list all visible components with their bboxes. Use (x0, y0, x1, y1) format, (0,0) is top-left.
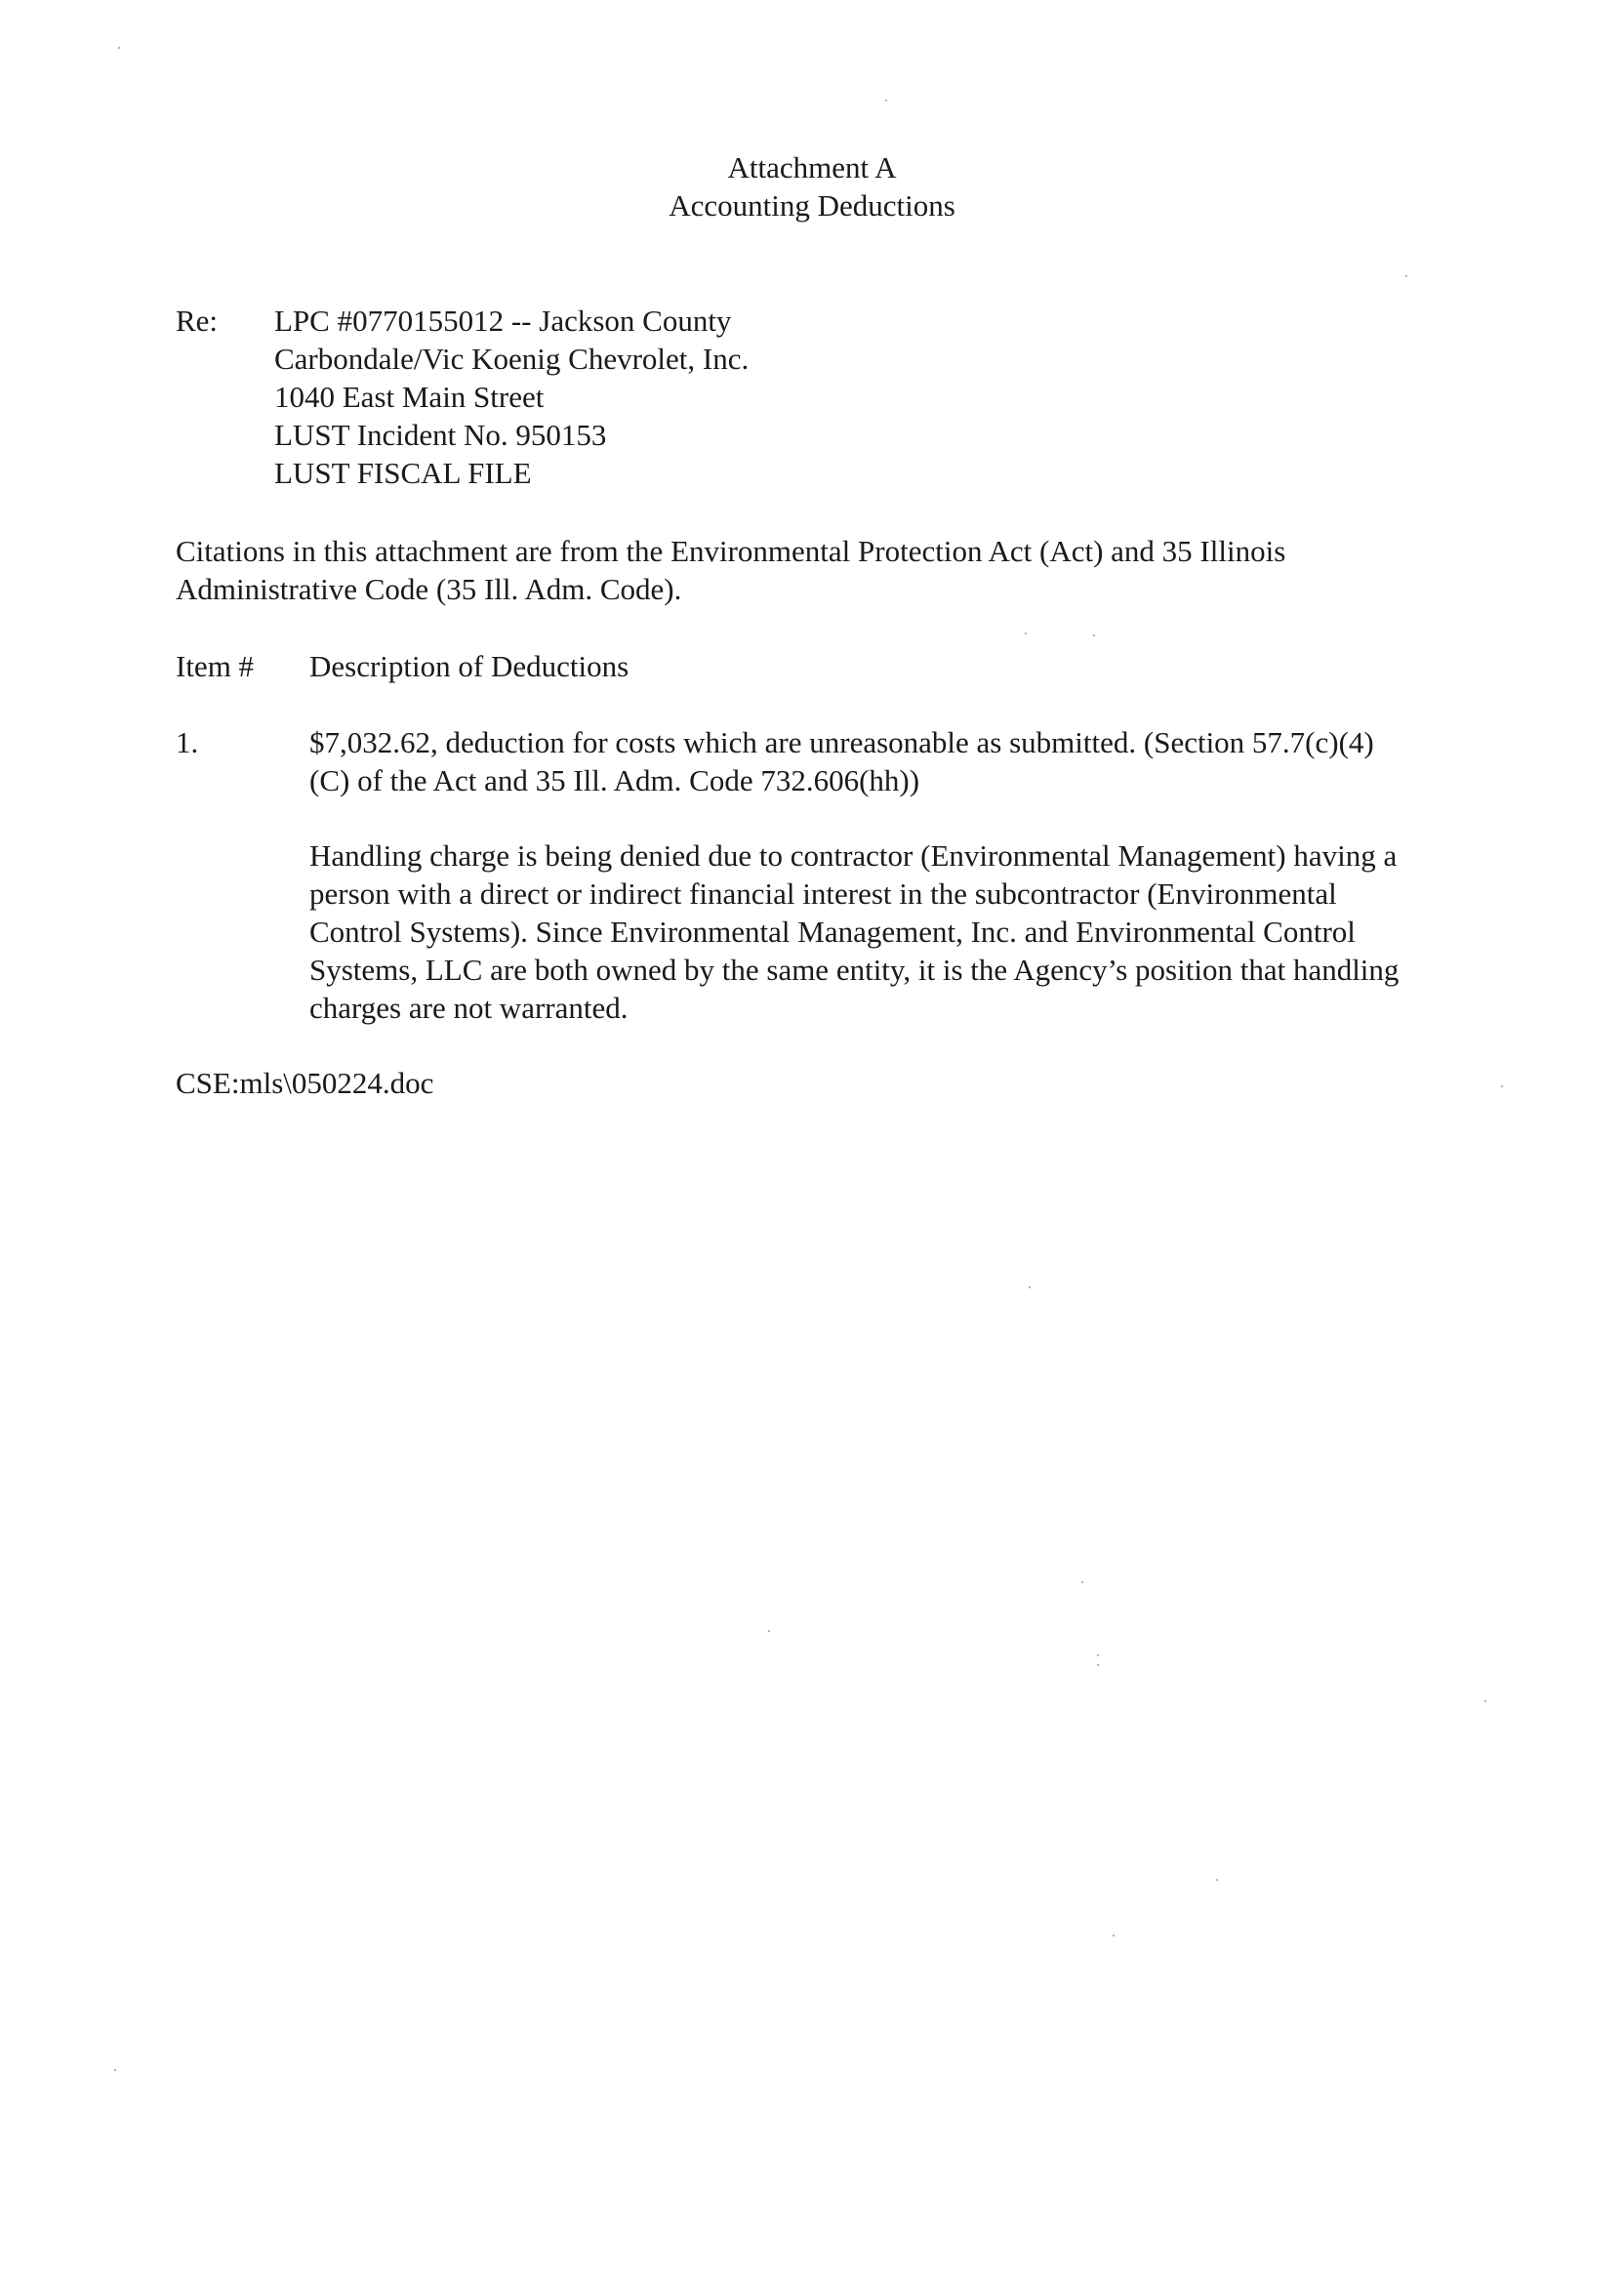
re-line-incident: LUST Incident No. 950153 (274, 418, 607, 452)
item-description-header: Description of Deductions (309, 649, 629, 683)
attachment-header (0, 148, 1624, 224)
scan-speck (1025, 632, 1027, 634)
re-lines (274, 302, 1153, 492)
scan-speck (1113, 1935, 1115, 1936)
document-reference: CSE:mls\050224.doc (176, 1066, 434, 1100)
deduction-item-number: 1. (176, 725, 199, 759)
item-number-header: Item # (176, 649, 255, 683)
scan-speck (768, 1630, 770, 1632)
deduction-item-note: Handling charge is being denied due to contractor (Environmental Management) having a person with a direct or indirect financial interest in the subcontractor (Environmental Control Systems). Since Environmental Management, Inc. and Environmental Control Systems, LLC are both owned by the same entity, it is the Agency’s position that handling charges are not warranted. (309, 838, 1400, 1025)
attachment-title: Attachment A (727, 150, 897, 184)
scan-speck (1093, 634, 1095, 636)
scan-speck (1097, 1654, 1099, 1656)
re-label: Re: (176, 304, 219, 338)
re-line-file: LUST FISCAL FILE (274, 456, 532, 490)
scan-speck (1405, 275, 1407, 277)
scan-speck (1081, 1581, 1083, 1583)
scan-speck (885, 100, 887, 102)
re-line-address: 1040 East Main Street (274, 380, 545, 414)
citations-paragraph: Citations in this attachment are from the Environmental Protection Act (Act) and 35 Illinois Administrative Code (35 Ill. Adm. Code). (176, 534, 1286, 606)
re-line-lpc: LPC #0770155012 -- Jackson County (274, 304, 732, 338)
deduction-item-description: $7,032.62, deduction for costs which are unreasonable as submitted. (Section 57.7(c)(4)(C) of the Act and 35 Ill. Adm. Code 732.606(hh)) (309, 725, 1374, 797)
scan-speck (1484, 1700, 1486, 1702)
scan-speck (1216, 1879, 1218, 1881)
attachment-subtitle: Accounting Deductions (669, 188, 955, 223)
scan-speck (1029, 1286, 1031, 1288)
scan-speck (114, 2069, 116, 2071)
re-line-company: Carbondale/Vic Koenig Chevrolet, Inc. (274, 342, 750, 376)
scan-speck (1097, 1664, 1099, 1666)
scan-speck (118, 47, 120, 49)
scan-speck (1501, 1085, 1503, 1087)
